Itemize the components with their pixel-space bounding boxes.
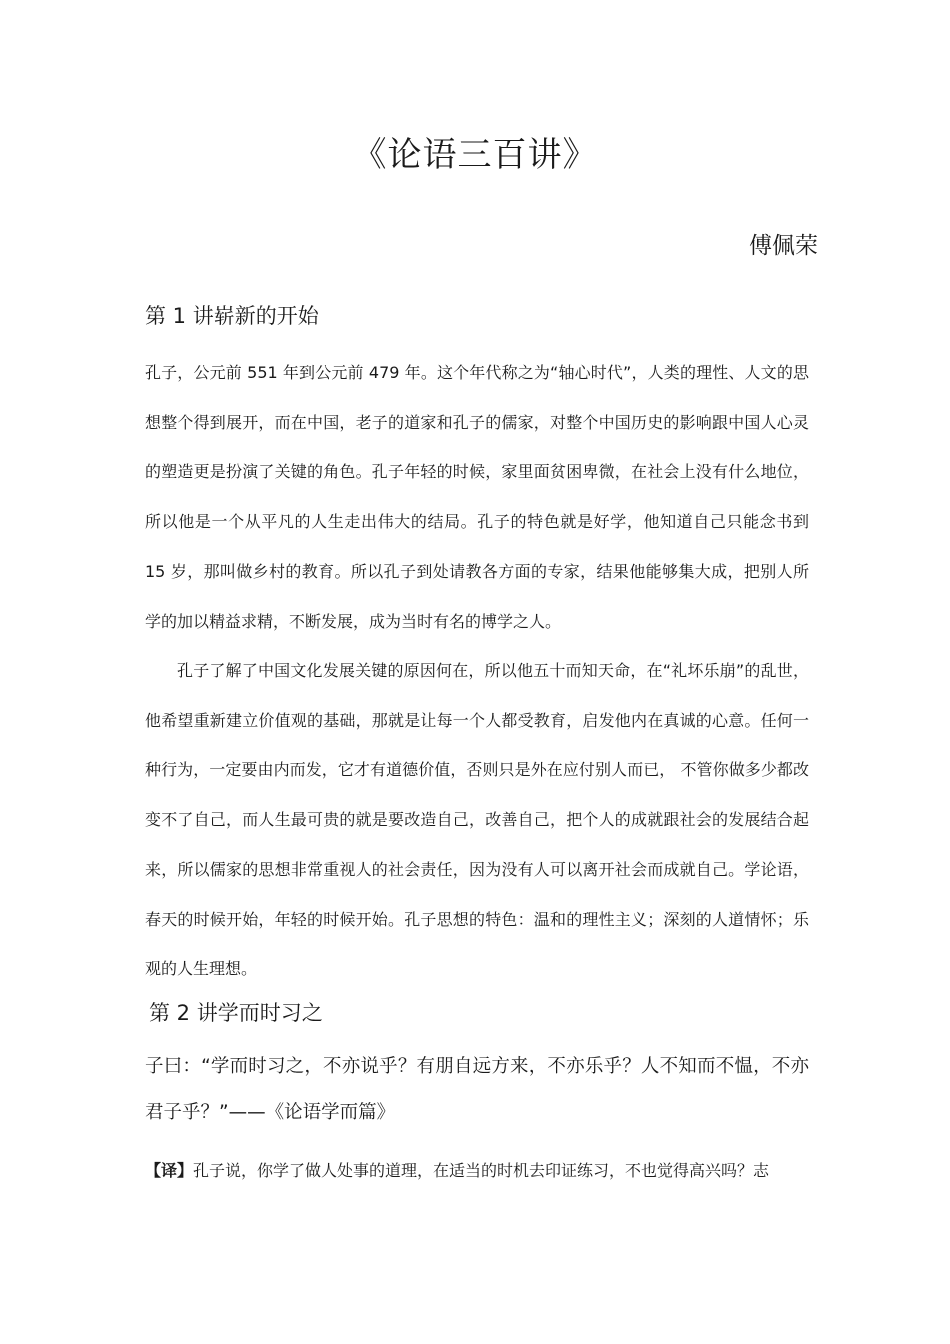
- section-2-heading: 第 2 讲学而时习之: [149, 1001, 323, 1025]
- page-title: 《论语三百讲》: [352, 135, 598, 175]
- author-name: 傅佩荣: [749, 233, 818, 259]
- section-1-heading: 第 1 讲崭新的开始: [145, 304, 319, 328]
- section-2-translation: [145, 1156, 809, 1186]
- section-1-paragraph-1: 孔子，公元前 551 年到公元前 479 年。这个年代称之为“轴心时代”，人类的理性、人文的思想整个得到展开，而在中国，老子的道家和孔子的儒家，对整个中国历史的影响跟中国人心灵的塑造更是扮演了关键的角色。孔子年轻的时候，家里面贫困卑微，在社会上没有什么地位，所以他是一个从平凡的人生走出伟大的结局。孔子的特色就是好学，他知道自己只能念书到 15 岁，那叫做乡村的教育。所以孔子到处请教各方面的专家，结果他能够集大成，把别人所学的加以精益求精，不断发展，成为当时有名的博学之人。: [145, 363, 809, 631]
- section-2-quote: 子曰：“学而时习之，不亦说乎？有朋自远方来，不亦乐乎？人不知而不愠，不亦君子乎？”——《论语学而篇》: [145, 1056, 809, 1123]
- translation-text: 孔子说，你学了做人处事的道理，在适当的时机去印证练习，不也觉得高兴吗？志: [193, 1161, 770, 1180]
- translation-marker: 【译】: [145, 1161, 194, 1180]
- section-1-paragraph-2: 孔子了解了中国文化发展关键的原因何在，所以他五十而知天命，在“礼坏乐崩”的乱世，他希望重新建立价值观的基础，那就是让每一个人都受教育，启发他内在真诚的心意。任何一种行为，一定要由内而发，它才有道德价值，否则只是外在应付别人而已， 不管你做多少都改变不了自己，而人生最可贵的就是要改造自己，改善自己，把个人的成就跟社会的发展结合起来，所以儒家的思想非常重视人的社会责任，因为没有人可以离开社会而成就自己。学论语，春天的时候开始，年轻的时候开始。孔子思想的特色：温和的理性主义；深刻的人道情怀；乐观的人生理想。: [145, 661, 809, 979]
